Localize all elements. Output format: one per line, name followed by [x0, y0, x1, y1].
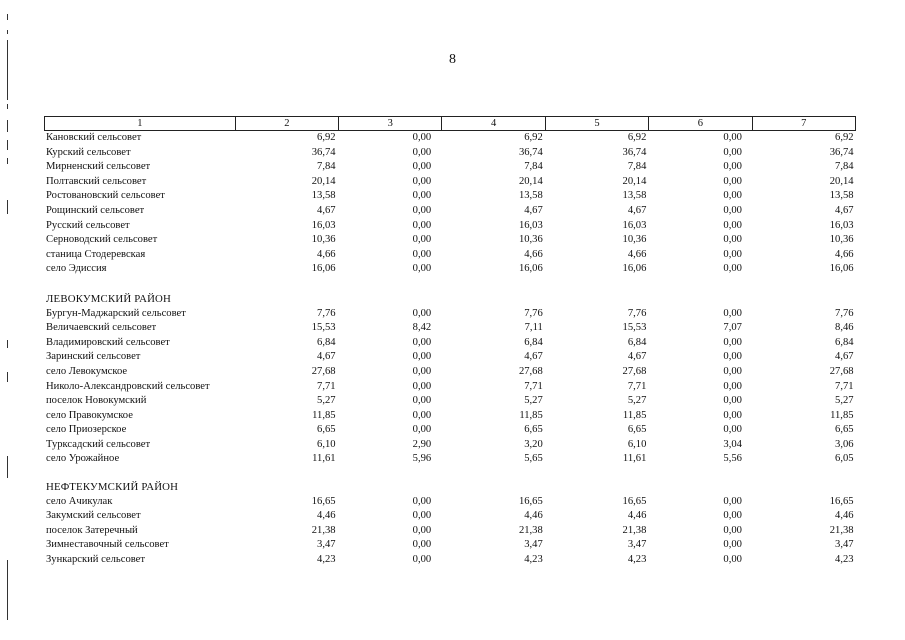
cell-value: 0,00	[723, 510, 742, 522]
cell-value: 0,00	[723, 380, 742, 392]
cell-value: 0,00	[723, 161, 742, 173]
cell-value: 4,23	[835, 554, 854, 566]
page-number: 8	[449, 52, 456, 67]
table-row	[44, 160, 856, 175]
cell-value: 16,03	[311, 219, 336, 231]
table-group	[44, 495, 856, 568]
row-name: село Приозерское	[46, 424, 127, 436]
cell-value: 6,84	[317, 336, 336, 348]
cell-value: 16,06	[829, 263, 854, 275]
cell-value: 4,46	[835, 510, 854, 522]
table-row	[44, 553, 856, 568]
cell-value: 0,00	[723, 190, 742, 202]
row-name: Зимнеставочный сельсовет	[46, 539, 169, 551]
row-name: Полтавский сельсовет	[46, 175, 147, 187]
cell-value: 13,58	[829, 190, 854, 202]
row-name: Серноводский сельсовет	[46, 234, 158, 246]
cell-value: 4,66	[627, 248, 647, 260]
cell-value: 0,00	[723, 554, 742, 566]
cell-value: 21,38	[518, 524, 543, 536]
cell-value: 16,03	[622, 219, 647, 231]
cell-value: 7,11	[524, 322, 543, 334]
cell-value: 3,47	[835, 539, 854, 551]
row-name: Русский сельсовет	[46, 219, 130, 231]
cell-value: 11,85	[519, 409, 543, 421]
cell-value: 4,66	[524, 248, 543, 260]
cell-value: 7,07	[723, 322, 742, 334]
cell-value: 0,00	[723, 248, 742, 260]
table-row	[44, 219, 856, 234]
cell-value: 27,68	[311, 365, 336, 377]
row-name: село Ачикулак	[46, 495, 113, 507]
cell-value: 6,92	[627, 132, 647, 143]
cell-value: 21,38	[311, 524, 336, 536]
cell-value: 6,84	[835, 336, 854, 348]
cell-value: 20,14	[311, 175, 336, 187]
data-table	[44, 116, 856, 568]
cell-value: 7,71	[524, 380, 543, 392]
cell-value: 4,67	[835, 351, 854, 363]
cell-value: 7,84	[524, 161, 543, 173]
cell-value: 4,46	[627, 510, 647, 522]
table-row	[44, 438, 856, 453]
cell-value: 16,03	[518, 219, 543, 231]
row-name: Мирненский сельсовет	[46, 161, 151, 173]
cell-value: 10,36	[622, 234, 647, 246]
column-header: 6	[648, 117, 751, 130]
table-row	[44, 452, 856, 467]
cell-value: 7,84	[317, 161, 336, 173]
cell-value: 7,84	[627, 161, 647, 173]
row-name: Величаевский сельсовет	[46, 322, 157, 334]
cell-value: 7,76	[524, 307, 543, 319]
table-row	[44, 409, 856, 424]
row-name: село Правокумское	[46, 409, 133, 421]
cell-value: 7,71	[317, 380, 336, 392]
cell-value: 7,76	[627, 307, 647, 319]
table-row	[44, 146, 856, 161]
table-row	[44, 233, 856, 248]
cell-value: 4,67	[835, 204, 854, 216]
cell-value: 16,06	[622, 263, 647, 275]
row-name: Рощинский сельсовет	[46, 204, 145, 216]
cell-value: 7,76	[835, 307, 854, 319]
cell-value: 0,00	[412, 234, 432, 246]
cell-value: 0,00	[412, 307, 432, 319]
cell-value: 3,20	[524, 438, 543, 450]
cell-value: 21,38	[829, 524, 854, 536]
table-row	[44, 538, 856, 553]
cell-value: 4,66	[835, 248, 854, 260]
cell-value: 3,47	[627, 539, 647, 551]
cell-value: 20,14	[518, 175, 543, 187]
cell-value: 5,27	[524, 395, 543, 407]
cell-value: 0,00	[723, 146, 742, 158]
cell-value: 0,00	[412, 219, 432, 231]
cell-value: 16,06	[518, 263, 543, 275]
row-name: Владимировский сельсовет	[46, 336, 170, 348]
table-group	[44, 131, 856, 277]
cell-value: 0,00	[723, 539, 742, 551]
table-row	[44, 394, 856, 409]
row-name: Зункарский сельсовет	[46, 554, 146, 566]
cell-value: 27,68	[518, 365, 543, 377]
table-row	[44, 509, 856, 524]
cell-value: 0,00	[412, 395, 432, 407]
cell-value: 6,10	[627, 438, 647, 450]
column-header: 5	[545, 117, 648, 130]
cell-value: 8,46	[835, 322, 854, 334]
cell-value: 10,36	[829, 234, 854, 246]
cell-value: 0,00	[723, 524, 742, 536]
cell-value: 3,06	[835, 438, 854, 450]
cell-value: 6,84	[627, 336, 647, 348]
cell-value: 0,00	[723, 424, 742, 436]
row-name: Курский сельсовет	[46, 146, 131, 158]
table-row	[44, 524, 856, 539]
cell-value: 7,76	[317, 307, 336, 319]
cell-value: 0,00	[412, 146, 432, 158]
cell-value: 0,00	[723, 132, 742, 143]
cell-value: 0,00	[412, 132, 432, 143]
cell-value: 4,67	[524, 204, 543, 216]
row-name: Бургун-Маджарский сельсовет	[46, 307, 186, 319]
row-name: село Левокумское	[46, 365, 128, 377]
cell-value: 13,58	[622, 190, 647, 202]
row-name: Ростовановский сельсовет	[46, 190, 165, 202]
cell-value: 0,00	[412, 424, 432, 436]
table-group	[44, 307, 856, 468]
section-title: ЛЕВОКУМСКИЙ РАЙОН	[46, 292, 172, 305]
cell-value: 27,68	[622, 365, 647, 377]
cell-value: 0,00	[412, 495, 432, 507]
table-row	[44, 307, 856, 322]
cell-value: 4,67	[627, 204, 647, 216]
row-name: Заринский сельсовет	[46, 351, 141, 363]
cell-value: 0,00	[412, 248, 432, 260]
row-name: станица Стодеревская	[46, 248, 146, 260]
cell-value: 4,23	[627, 554, 647, 566]
table-row	[44, 336, 856, 351]
cell-value: 0,00	[723, 365, 742, 377]
cell-value: 5,65	[524, 453, 543, 465]
cell-value: 16,65	[311, 495, 336, 507]
cell-value: 10,36	[311, 234, 336, 246]
table-row	[44, 380, 856, 395]
cell-value: 13,58	[311, 190, 336, 202]
cell-value: 15,53	[311, 322, 336, 334]
cell-value: 7,71	[835, 380, 854, 392]
cell-value: 0,00	[723, 263, 742, 275]
column-header: 7	[752, 117, 855, 130]
cell-value: 6,05	[835, 453, 854, 465]
cell-value: 6,84	[524, 336, 543, 348]
cell-value: 0,00	[412, 204, 432, 216]
cell-value: 6,65	[835, 424, 854, 436]
cell-value: 0,00	[412, 263, 432, 275]
cell-value: 0,00	[412, 380, 432, 392]
cell-value: 4,23	[317, 554, 336, 566]
cell-value: 0,00	[412, 351, 432, 363]
table-row	[44, 495, 856, 510]
cell-value: 0,00	[412, 161, 432, 173]
cell-value: 8,42	[412, 322, 432, 334]
cell-value: 16,65	[622, 495, 647, 507]
cell-value: 36,74	[829, 146, 854, 158]
cell-value: 27,68	[829, 365, 854, 377]
cell-value: 11,61	[312, 453, 336, 465]
cell-value: 0,00	[412, 190, 432, 202]
cell-value: 4,66	[317, 248, 336, 260]
row-name: поселок Затеречный	[46, 524, 138, 536]
cell-value: 0,00	[412, 539, 432, 551]
table-row	[44, 189, 856, 204]
table-row	[44, 423, 856, 438]
cell-value: 10,36	[518, 234, 543, 246]
row-name: село Урожайное	[46, 453, 120, 465]
cell-value: 0,00	[723, 409, 742, 421]
cell-value: 36,74	[518, 146, 543, 158]
row-name: поселок Новокумский	[46, 395, 147, 407]
cell-value: 16,65	[829, 495, 854, 507]
cell-value: 7,84	[835, 161, 854, 173]
cell-value: 0,00	[412, 510, 432, 522]
column-header: 2	[235, 117, 338, 130]
cell-value: 36,74	[622, 146, 647, 158]
row-name: Кановский сельсовет	[46, 132, 142, 143]
cell-value: 5,27	[627, 395, 647, 407]
table-row	[44, 262, 856, 277]
cell-value: 4,67	[317, 351, 336, 363]
cell-value: 0,00	[723, 234, 742, 246]
cell-value: 3,47	[317, 539, 336, 551]
cell-value: 6,65	[317, 424, 336, 436]
cell-value: 5,27	[835, 395, 854, 407]
cell-value: 20,14	[622, 175, 647, 187]
row-name: Турксадский сельсовет	[46, 438, 151, 450]
cell-value: 4,67	[317, 204, 336, 216]
cell-value: 0,00	[412, 409, 432, 421]
cell-value: 16,03	[829, 219, 854, 231]
cell-value: 0,00	[723, 395, 742, 407]
cell-value: 13,58	[518, 190, 543, 202]
cell-value: 11,85	[312, 409, 336, 421]
cell-value: 0,00	[723, 336, 742, 348]
table-row	[44, 204, 856, 219]
cell-value: 0,00	[412, 175, 432, 187]
cell-value: 16,06	[311, 263, 336, 275]
cell-value: 4,46	[317, 510, 336, 522]
cell-value: 3,04	[723, 438, 742, 450]
cell-value: 6,92	[524, 132, 543, 143]
cell-value: 11,61	[622, 453, 647, 465]
cell-value: 20,14	[829, 175, 854, 187]
table-row	[44, 248, 856, 263]
cell-value: 11,85	[622, 409, 647, 421]
cell-value: 0,00	[412, 336, 432, 348]
table-row	[44, 350, 856, 365]
cell-value: 7,71	[627, 380, 647, 392]
cell-value: 2,90	[412, 438, 432, 450]
column-header: 1	[137, 118, 143, 129]
cell-value: 0,00	[412, 524, 432, 536]
column-header-row	[44, 116, 856, 131]
cell-value: 16,65	[518, 495, 543, 507]
scan-edge-marks	[0, 0, 12, 640]
cell-value: 0,00	[723, 307, 742, 319]
table-row	[44, 131, 856, 146]
cell-value: 0,00	[412, 365, 432, 377]
row-name: Закумский сельсовет	[46, 510, 141, 522]
cell-value: 4,23	[524, 554, 543, 566]
cell-value: 0,00	[723, 175, 742, 187]
cell-value: 5,27	[317, 395, 336, 407]
cell-value: 11,85	[830, 409, 854, 421]
row-name: село Эдиссия	[46, 263, 107, 275]
cell-value: 0,00	[723, 495, 742, 507]
cell-value: 5,96	[412, 453, 432, 465]
table-row	[44, 321, 856, 336]
table-row	[44, 175, 856, 190]
cell-value: 0,00	[723, 204, 742, 216]
cell-value: 21,38	[622, 524, 647, 536]
cell-value: 4,46	[524, 510, 543, 522]
column-header: 3	[338, 117, 441, 130]
cell-value: 0,00	[723, 351, 742, 363]
cell-value: 6,65	[627, 424, 647, 436]
cell-value: 0,00	[723, 219, 742, 231]
cell-value: 4,67	[627, 351, 647, 363]
cell-value: 6,92	[835, 132, 854, 143]
cell-value: 6,65	[524, 424, 543, 436]
cell-value: 6,10	[317, 438, 336, 450]
cell-value: 36,74	[311, 146, 336, 158]
cell-value: 4,67	[524, 351, 543, 363]
section-title: НЕФТЕКУМСКИЙ РАЙОН	[46, 481, 179, 494]
row-name: Николо-Александровский сельсовет	[46, 380, 210, 392]
cell-value: 0,00	[412, 554, 432, 566]
cell-value: 6,92	[317, 132, 336, 143]
column-header: 4	[441, 117, 544, 130]
table-row	[44, 365, 856, 380]
cell-value: 15,53	[622, 322, 647, 334]
cell-value: 5,56	[723, 453, 742, 465]
cell-value: 3,47	[524, 539, 543, 551]
